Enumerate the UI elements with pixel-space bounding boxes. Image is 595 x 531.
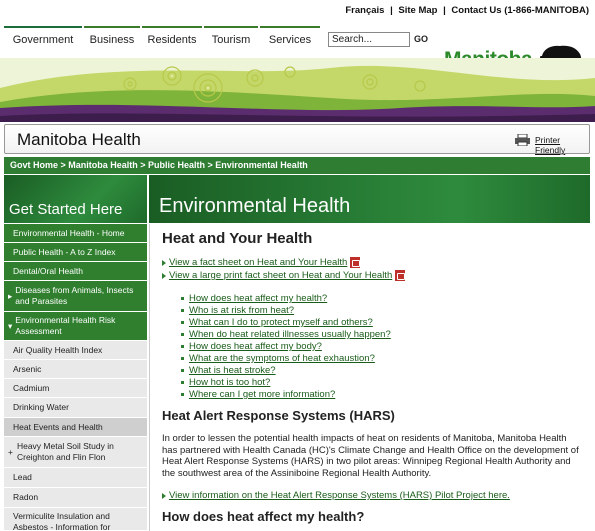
section-heading: How does heat affect my health? bbox=[162, 509, 365, 524]
question-link[interactable]: What is heat stroke? bbox=[189, 365, 276, 376]
sidebar-item-label: Environmental Health - Home bbox=[13, 227, 125, 238]
page-title: Heat and Your Health bbox=[162, 230, 313, 247]
sidebar-item-label: Air Quality Health Index bbox=[13, 344, 103, 355]
sidebar-item-risk-assessment[interactable] bbox=[4, 312, 147, 341]
question-link[interactable]: How does heat affect my body? bbox=[189, 341, 322, 352]
tab-business[interactable]: Business bbox=[84, 26, 140, 52]
question-link[interactable]: Who is at risk from heat? bbox=[189, 305, 295, 316]
arrow-icon bbox=[162, 273, 166, 279]
list-item bbox=[181, 389, 335, 400]
sidebar-item-heavy-metal[interactable] bbox=[4, 437, 147, 468]
collapse-icon: ▾ bbox=[8, 320, 13, 331]
utility-bar bbox=[0, 0, 595, 22]
printer-icon[interactable] bbox=[515, 134, 530, 146]
pdf-icon bbox=[395, 270, 405, 281]
tab-tourism[interactable]: Tourism bbox=[204, 26, 258, 52]
bullet-icon bbox=[181, 321, 184, 324]
plus-icon: + bbox=[8, 446, 13, 457]
sidebar-item-dental[interactable] bbox=[4, 262, 147, 281]
bullet-icon bbox=[181, 309, 184, 312]
site-map-link[interactable]: Site Map bbox=[398, 5, 438, 16]
bullet-icon bbox=[181, 369, 184, 372]
bullet-icon bbox=[181, 393, 184, 396]
department-title: Manitoba Health bbox=[17, 130, 141, 149]
contact-link[interactable]: Contact Us (1-866-MANITOBA) bbox=[451, 5, 589, 16]
question-link[interactable]: How does heat affect my health? bbox=[189, 293, 328, 304]
fact-sheet-link-row bbox=[162, 257, 360, 268]
question-link[interactable]: When do heat related illnesses usually happen? bbox=[189, 329, 391, 340]
list-item bbox=[181, 377, 270, 388]
main-content bbox=[149, 224, 590, 531]
arrow-icon bbox=[162, 260, 166, 266]
large-print-fact-sheet-link[interactable]: View a large print fact sheet on Heat and Your Health bbox=[169, 270, 393, 281]
section-title: Environmental Health bbox=[149, 175, 590, 223]
sidebar-item-a-to-z[interactable] bbox=[4, 243, 147, 262]
search-input[interactable]: Search... bbox=[328, 32, 410, 47]
large-print-link-row bbox=[162, 270, 405, 281]
hars-pilot-link[interactable]: View information on the Heat Alert Response Systems (HARS) Pilot Project here. bbox=[169, 490, 510, 501]
arrow-icon bbox=[162, 493, 166, 499]
sidebar-item-radon[interactable] bbox=[4, 488, 147, 508]
list-item bbox=[181, 293, 327, 304]
bullet-icon bbox=[181, 357, 184, 360]
tab-residents[interactable]: Residents bbox=[142, 26, 202, 52]
sidebar-item-diseases[interactable] bbox=[4, 281, 147, 312]
list-item bbox=[181, 305, 294, 316]
tab-government[interactable]: Government bbox=[4, 26, 82, 52]
separator: | bbox=[390, 5, 393, 16]
list-item bbox=[181, 365, 276, 376]
department-header bbox=[4, 124, 590, 154]
list-item bbox=[181, 341, 322, 352]
hars-paragraph: In order to lessen the potential health impacts of heat on residents of Manitoba, Manitoba Health has partnered with Health Canada (HC)'s Climate Change and Health Office on the development of Heat Alert Response Systems (HARS) in two pilot areas: Winnipeg Regional Health Authority and the southwest area of the Assiniboine Regional Health Authority. bbox=[162, 433, 579, 479]
sidebar-item-label: Dental/Oral Health bbox=[13, 265, 83, 276]
list-item bbox=[181, 329, 391, 340]
tab-services[interactable]: Services bbox=[260, 26, 320, 52]
pdf-icon bbox=[350, 257, 360, 268]
bullet-icon bbox=[181, 345, 184, 348]
sidebar-item-label: Vermiculite Insulation and Asbestos - Information for bbox=[13, 511, 111, 531]
sidebar-heading: Get Started Here bbox=[4, 175, 147, 223]
sidebar-item-label: Heat Events and Health bbox=[13, 421, 103, 432]
sidebar-item-label: Diseases from Animals, Insects and Parasites bbox=[15, 285, 134, 306]
sidebar-item-label: Radon bbox=[13, 492, 39, 502]
bullet-icon bbox=[181, 333, 184, 336]
expand-icon: ▸ bbox=[8, 290, 13, 301]
question-link[interactable]: Where can I get more information? bbox=[189, 389, 336, 400]
sidebar-item-label: Lead bbox=[13, 472, 32, 482]
breadcrumb[interactable]: Govt Home > Manitoba Health > Public Health > Environmental Health bbox=[4, 157, 590, 174]
sidebar-item-heat-events[interactable] bbox=[4, 418, 147, 437]
sidebar-item-lead[interactable] bbox=[4, 468, 147, 488]
list-item bbox=[181, 317, 373, 328]
sidebar-item-arsenic[interactable] bbox=[4, 360, 147, 379]
sidebar-item-vermiculite[interactable] bbox=[4, 508, 147, 531]
sidebar-item-environmental-health-home[interactable] bbox=[4, 224, 147, 243]
fact-sheet-link[interactable]: View a fact sheet on Heat and Your Health bbox=[169, 257, 348, 268]
bullet-icon bbox=[181, 381, 184, 384]
list-item bbox=[181, 353, 375, 364]
francais-link[interactable]: Français bbox=[345, 5, 385, 16]
hars-heading: Heat Alert Response Systems (HARS) bbox=[162, 408, 395, 423]
sidebar-item-label: Heavy Metal Soil Study in Creighton and Flin Flon bbox=[16, 441, 114, 462]
question-link[interactable]: What can I do to protect myself and others? bbox=[189, 317, 373, 328]
sidebar-item-cadmium[interactable] bbox=[4, 379, 147, 398]
go-button[interactable]: GO bbox=[414, 34, 429, 44]
separator: | bbox=[443, 5, 446, 16]
sidebar-item-air-quality[interactable] bbox=[4, 341, 147, 360]
sidebar-item-label: Public Health - A to Z Index bbox=[13, 246, 116, 257]
banner-graphic bbox=[0, 58, 595, 122]
sidebar-item-label: Cadmium bbox=[13, 382, 50, 393]
question-link[interactable]: What are the symptoms of heat exhaustion? bbox=[189, 353, 375, 364]
printer-friendly-link[interactable]: Printer Friendly bbox=[535, 135, 566, 155]
sidebar-item-label: Arsenic bbox=[13, 363, 42, 374]
bullet-icon bbox=[181, 297, 184, 300]
sidebar-item-drinking-water[interactable] bbox=[4, 398, 147, 418]
sidebar-item-label: Environmental Health Risk Assessment bbox=[15, 315, 116, 336]
sidebar-item-label: Drinking Water bbox=[13, 402, 69, 412]
question-link[interactable]: How hot is too hot? bbox=[189, 377, 271, 388]
hars-link-row bbox=[162, 490, 510, 501]
